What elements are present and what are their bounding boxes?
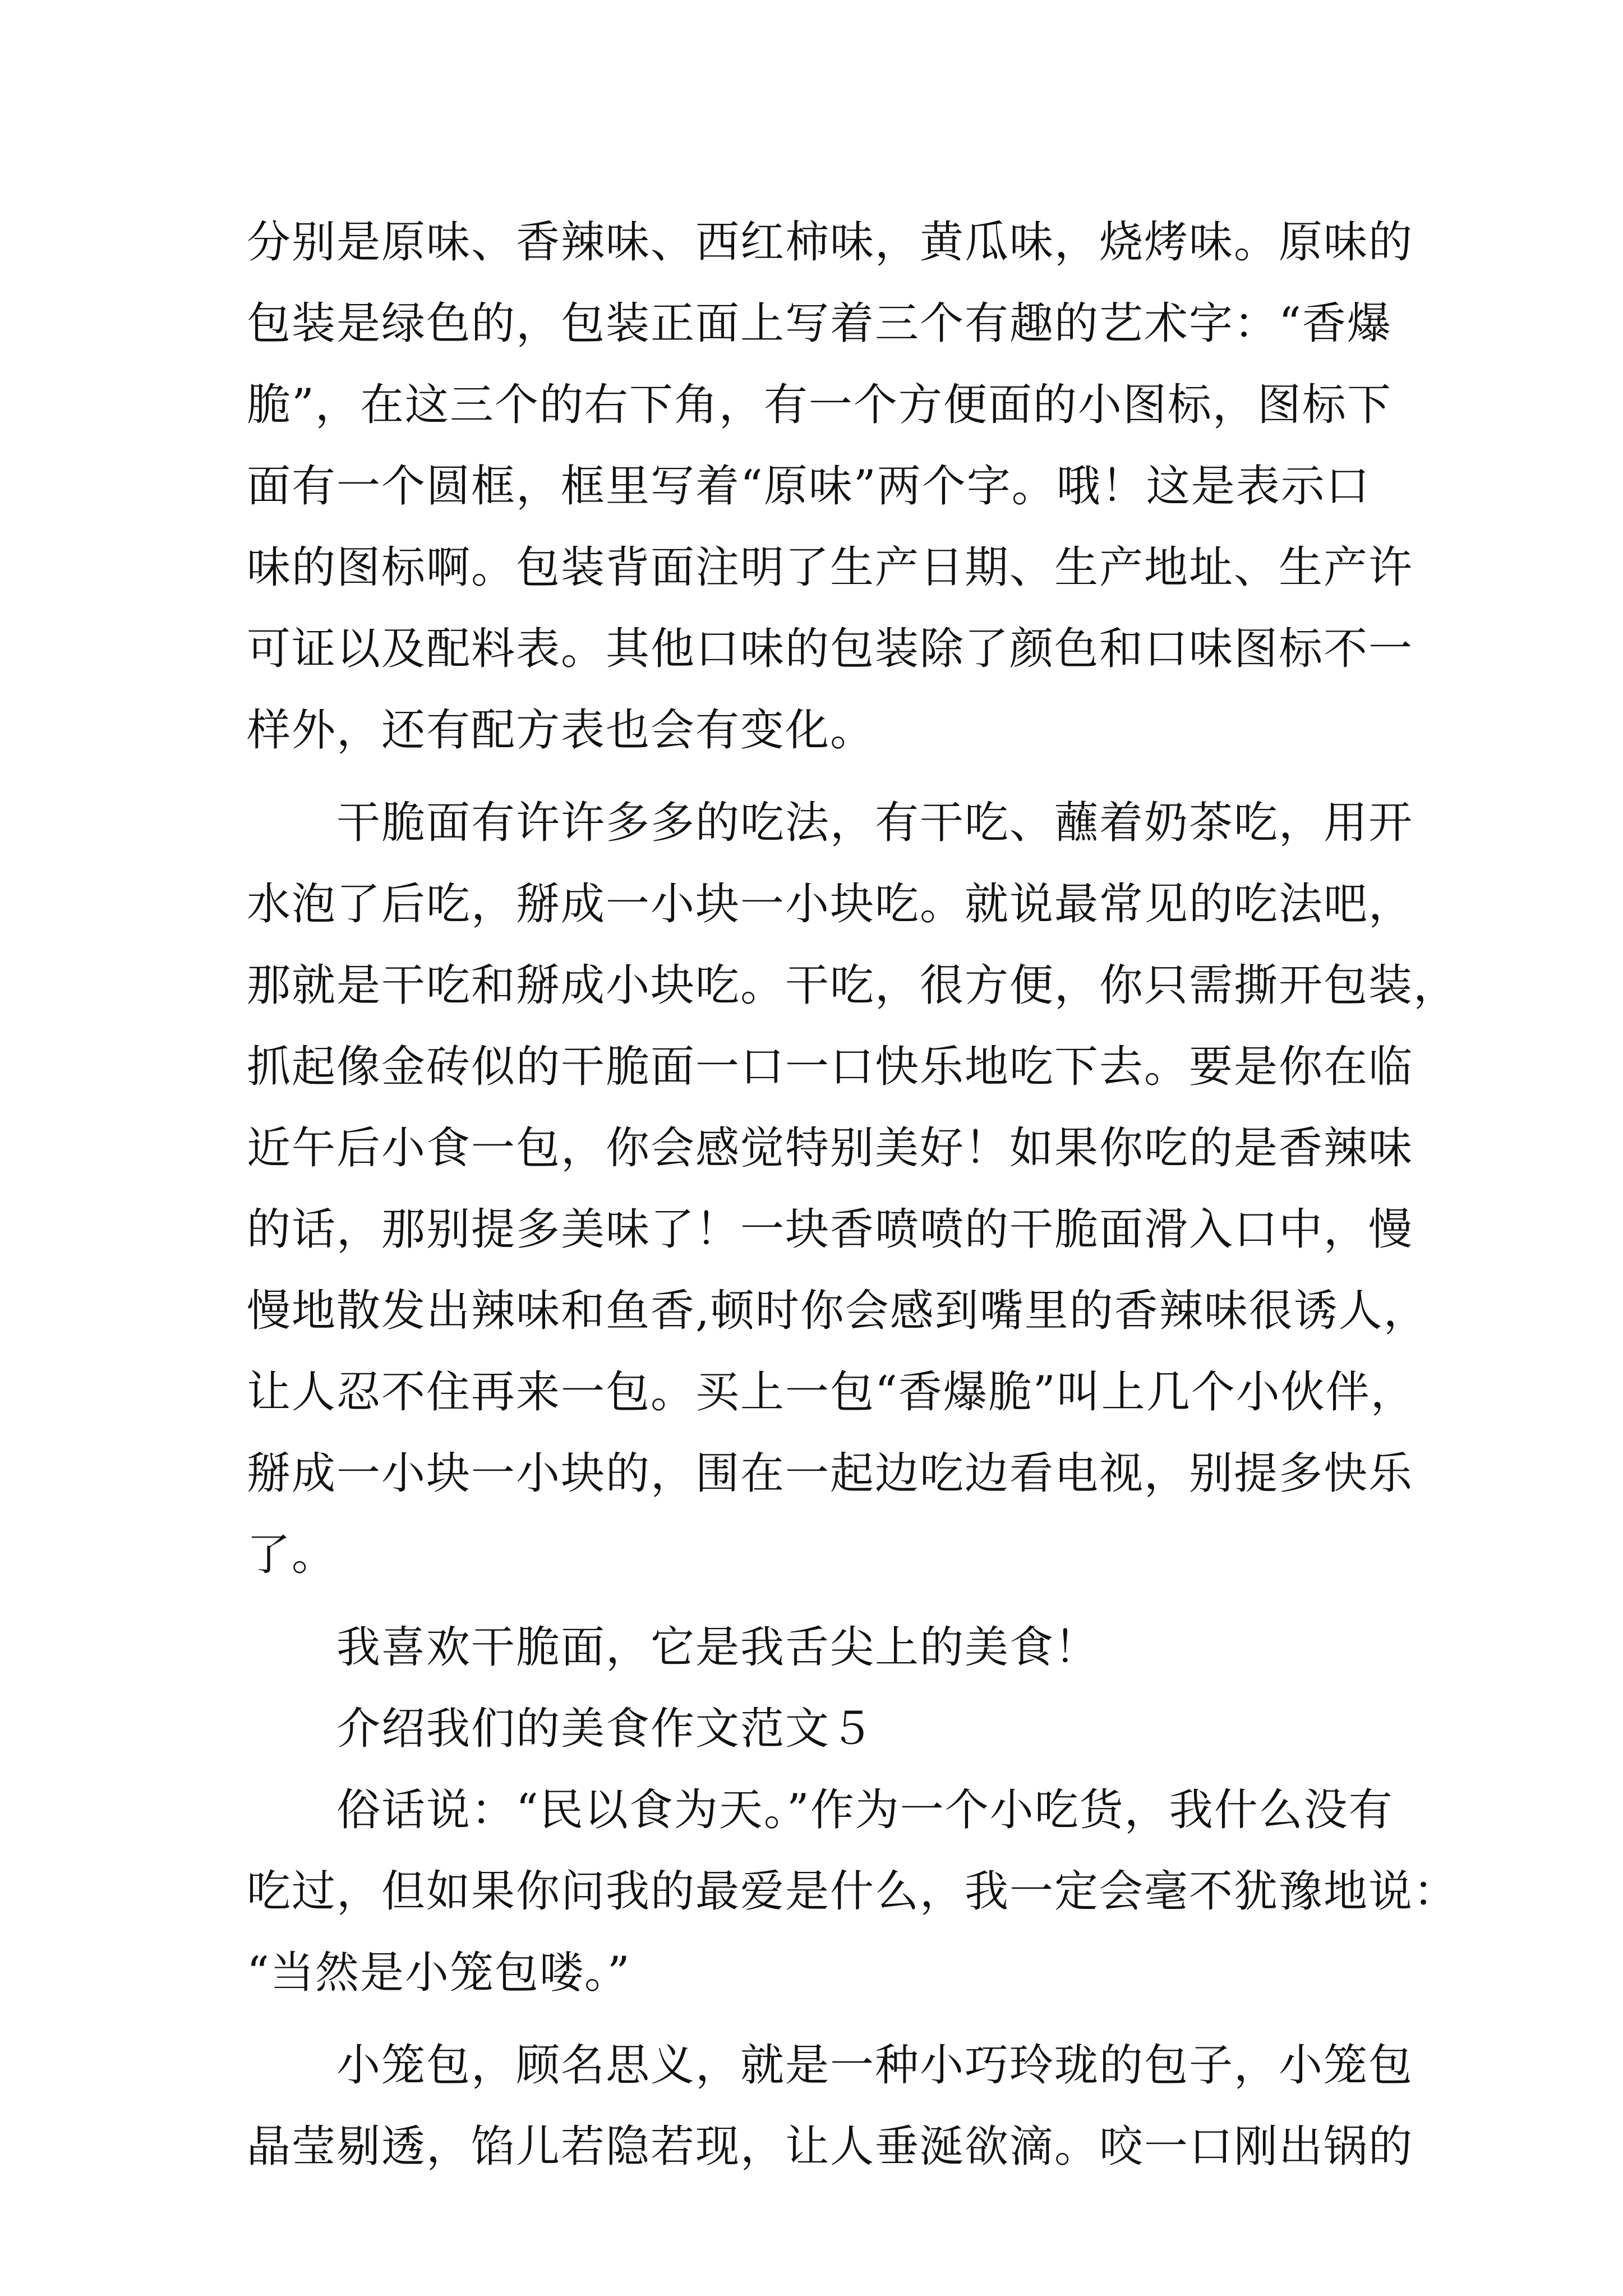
paragraph xyxy=(247,1770,1459,2014)
text-line: 俗话说：“民以食为天。”作为一个小吃货，我什么没有 xyxy=(247,1785,1394,1835)
paragraph xyxy=(247,1607,1385,1688)
section-heading xyxy=(247,1688,1385,1770)
text-line: 抓起像金砖似的干脆面一口一口快乐地吃下去。要是你在临 xyxy=(247,1042,1414,1092)
text-line: 介绍我们的美食作文范文５ xyxy=(247,1704,875,1754)
text-line: 可证以及配料表。其他口味的包装除了颜色和口味图标不一 xyxy=(247,624,1414,674)
text-line: “当然是小笼包喽。” xyxy=(247,1948,631,1998)
text-line: 慢地散发出辣味和鱼香,顿时你会感到嘴里的香辣味很诱人， xyxy=(247,1286,1428,1336)
paragraph xyxy=(247,783,1459,1596)
text-line: 包装是绿色的，包装正面上写着三个有趣的艺术字：“香爆 xyxy=(247,298,1392,349)
text-line: 分别是原味、香辣味、西红柿味，黄瓜味，烧烤味。原味的 xyxy=(247,217,1414,268)
text-line: 我喜欢干脆面，它是我舌尖上的美食！ xyxy=(247,1622,1100,1673)
text-line: 小笼包，顾名思义，就是一种小巧玲珑的包子，小笼包 xyxy=(247,2040,1414,2091)
text-line: 近午后小食一包，你会感觉特别美好！如果你吃的是香辣味 xyxy=(247,1123,1414,1174)
text-line: 脆”，在这三个的右下角，有一个方便面的小图标，图标下 xyxy=(247,380,1392,430)
document-body xyxy=(247,202,1459,2188)
text-line: 让人忍不住再来一包。买上一包“香爆脆”叫上几个小伙伴， xyxy=(247,1367,1415,1418)
text-line: 水泡了后吃，掰成一小块一小块吃。就说最常见的吃法吧， xyxy=(247,879,1414,930)
text-line: 那就是干吃和掰成小块吃。干吃，很方便，你只需撕开包装， xyxy=(247,960,1459,1011)
text-line: 吃过，但如果你问我的最爱是什么，我一定会毫不犹豫地说： xyxy=(247,1866,1459,1917)
paragraph xyxy=(247,2025,1414,2188)
text-line: 了。 xyxy=(247,1530,337,1580)
paragraph xyxy=(247,202,1414,771)
text-line: 味的图标啊。包装背面注明了生产日期、生产地址、生产许 xyxy=(247,542,1414,593)
text-line: 的话，那别提多美味了！一块香喷喷的干脆面滑入口中，慢 xyxy=(247,1204,1414,1255)
text-line: 干脆面有许许多多的吃法，有干吃、蘸着奶茶吃，用开 xyxy=(247,798,1414,848)
text-line: 掰成一小块一小块的，围在一起边吃边看电视，别提多快乐 xyxy=(247,1448,1414,1499)
text-line: 样外，还有配方表也会有变化。 xyxy=(247,705,875,756)
text-line: 面有一个圆框，框里写着“原味”两个字。哦！这是表示口 xyxy=(247,461,1371,512)
text-line: 晶莹剔透，馅儿若隐若现，让人垂涎欲滴。咬一口刚出锅的 xyxy=(247,2122,1414,2172)
